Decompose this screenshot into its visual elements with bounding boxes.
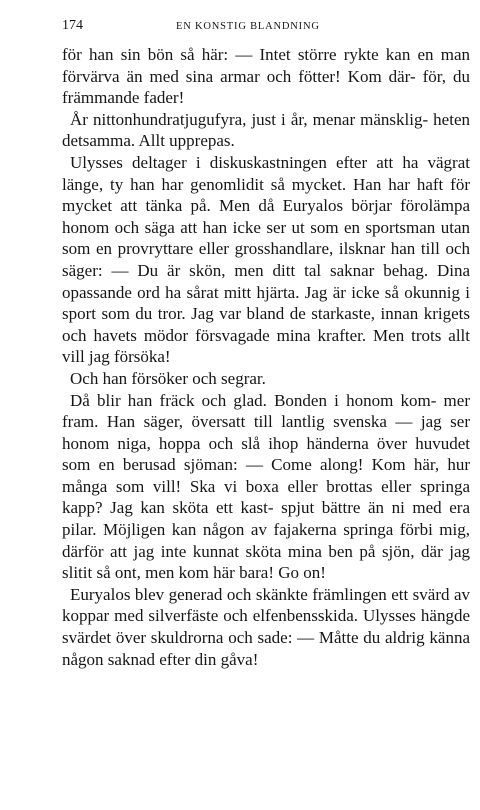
paragraph: Då blir han fräck och glad. Bonden i honom kom- mer fram. Han säger, översatt till lantlig svenska — jag ser honom niga, hoppa och slå ihop händerna över huvudet som en berusad sjöman: — Come along! Kom här, hur många som vill! Ska vi boxa eller brottas eller springa kapp? Jag kan sköta ett kast- spjut bättre än ni med era pilar. Möjligen kan någon av fajakerna springa förbi mig, därför att jag inte kunnat sköta mina ben på sjön, där jag slitit så ont, men kom här bara! Go on! [62, 390, 470, 583]
running-head: EN KONSTIG BLANDNING [176, 21, 320, 32]
book-page [62, 14, 470, 670]
paragraph: År nittonhundratjugufyra, just i år, menar mänsklig- heten detsamma. Allt upprepas. [62, 109, 470, 151]
paragraph: Euryalos blev generad och skänkte främlingen ett svärd av koppar med silverfäste och elfenbensskida. Ulysses hängde svärdet över skuldrorna och sade: — Måtte du aldrig känna någon saknad efter din gåva! [62, 584, 470, 669]
paragraph: Och han försöker och segrar. [70, 368, 266, 388]
paragraph: för han sin bön så här: — Intet större rykte kan en man förvärva än med sina armar och fötter! Kom där- för, du främmande fader! [62, 45, 470, 108]
body-text [62, 44, 470, 670]
paragraph: Ulysses deltager i diskuskastningen efter att ha vägrat länge, ty han har genomlidit så mycket. Han har haft för mycket att tänka på. Men då Euryalos börjar förolämpa honom och säga att han icke ser ut som en sportsman utan som en provryttare eller grosshandlare, ilsknar han till och säger: — Du är skön, men ditt tal saknar behag. Dina opassande ord ha sårat mitt hjärta. Jag är icke så okunnig i sport som du tror. Jag var bland de starkaste, innan krigets och havets mödor försvagade mina krafter. Men trots allt vill jag försöka! [62, 152, 470, 367]
page-header [62, 14, 470, 40]
page-number: 174 [62, 18, 83, 33]
